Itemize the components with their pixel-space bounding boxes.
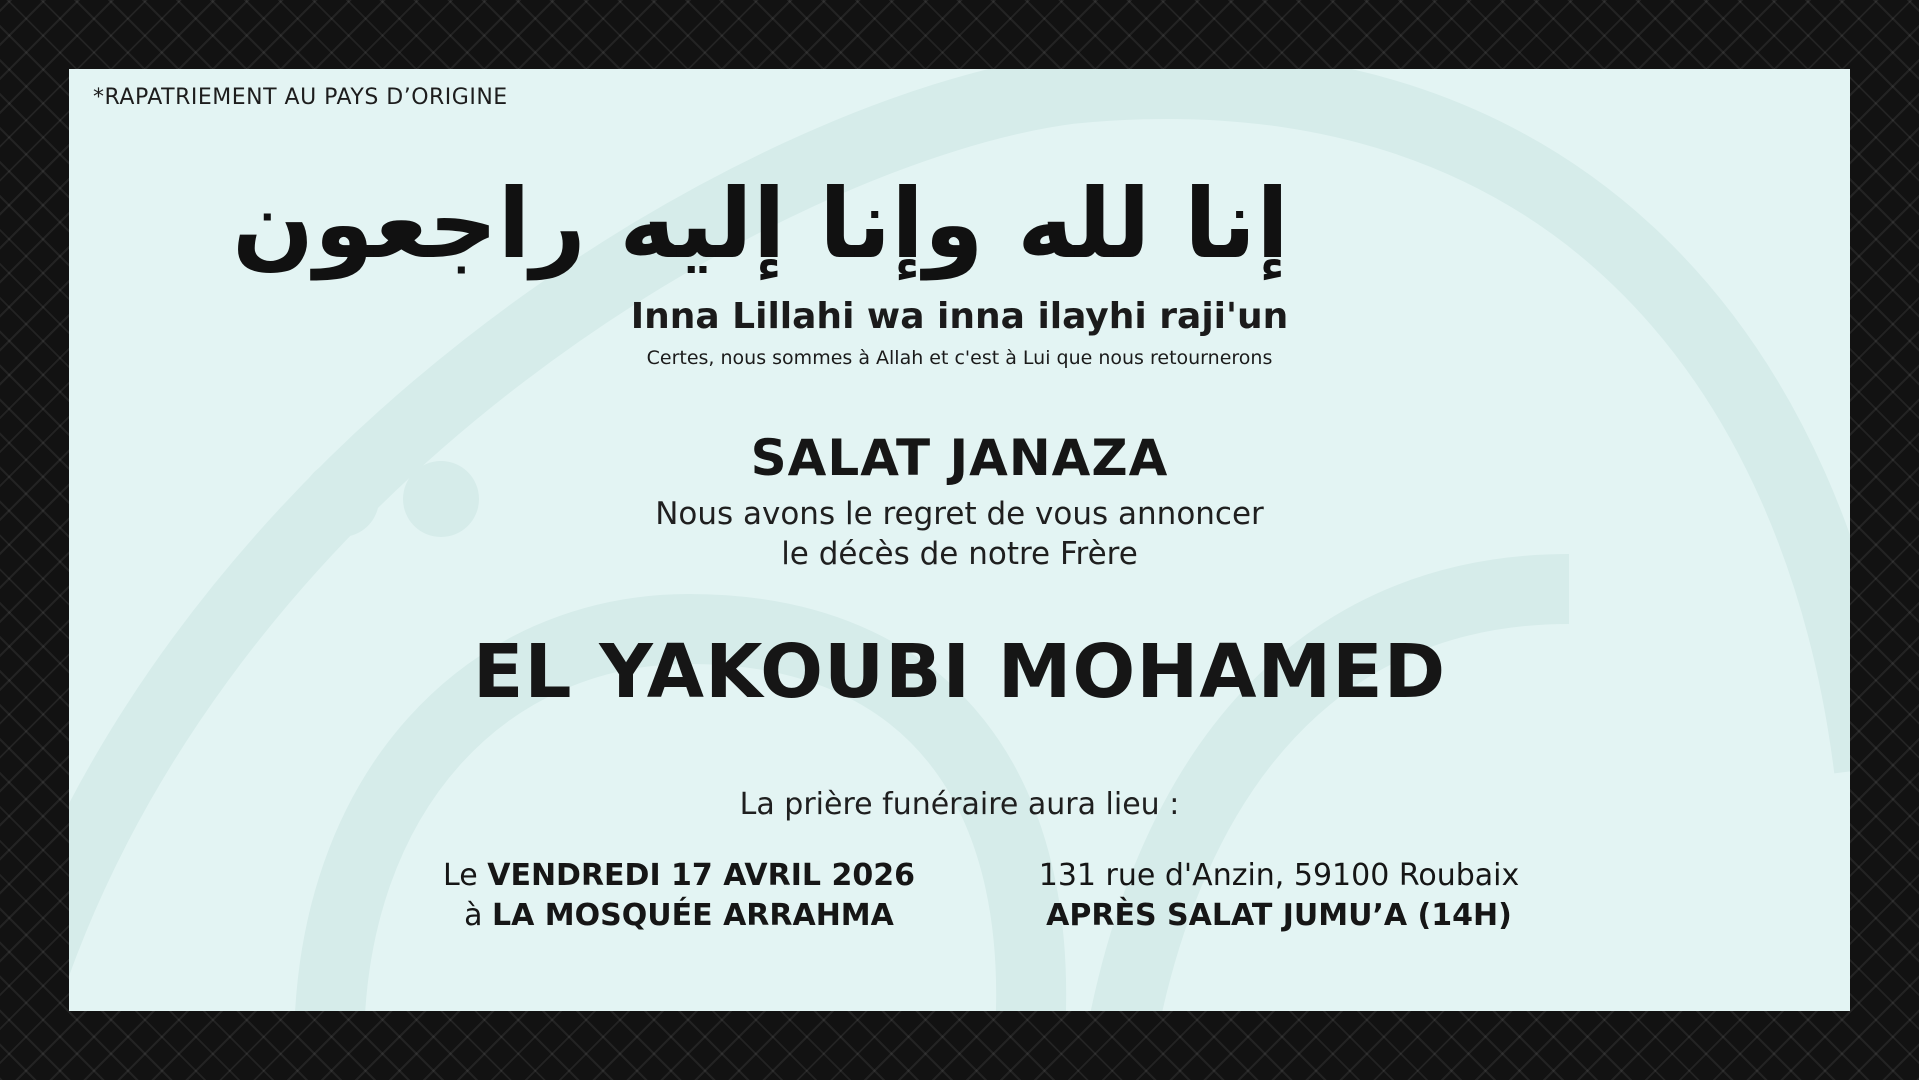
date-line — [369, 856, 989, 896]
transliteration: Inna Lillahi wa inna ilayhi raji'un — [630, 296, 1289, 337]
place: LA MOSQUÉE ARRAHMA — [492, 898, 894, 933]
intro-line-2: le décès de notre Frère — [781, 536, 1138, 572]
place-line — [369, 896, 989, 936]
address-time-block — [969, 856, 1589, 936]
place-prefix: à — [464, 898, 483, 933]
date: VENDREDI 17 AVRIL 2026 — [487, 858, 915, 893]
arabic-calligraphy: إنا لله وإنا إليه راجعون — [232, 168, 1289, 280]
date-prefix: Le — [443, 858, 478, 893]
time: APRÈS SALAT JUMU’A (14H) — [1046, 898, 1512, 933]
heading: SALAT JANAZA — [750, 429, 1169, 487]
deceased-name: EL YAKOUBI MOHAMED — [472, 629, 1447, 715]
repatriation-note: *RAPATRIEMENT AU PAYS D’ORIGINE — [93, 85, 508, 110]
prayer-intro: La prière funéraire aura lieu : — [739, 787, 1180, 822]
intro-line-1: Nous avons le regret de vous annoncer — [655, 496, 1264, 532]
date-place-block — [369, 856, 989, 936]
announcement-card — [69, 69, 1850, 1011]
translation: Certes, nous sommes à Allah et c'est à Lui que nous retournerons — [646, 347, 1273, 369]
address: 131 rue d'Anzin, 59100 Roubaix — [1038, 858, 1520, 893]
